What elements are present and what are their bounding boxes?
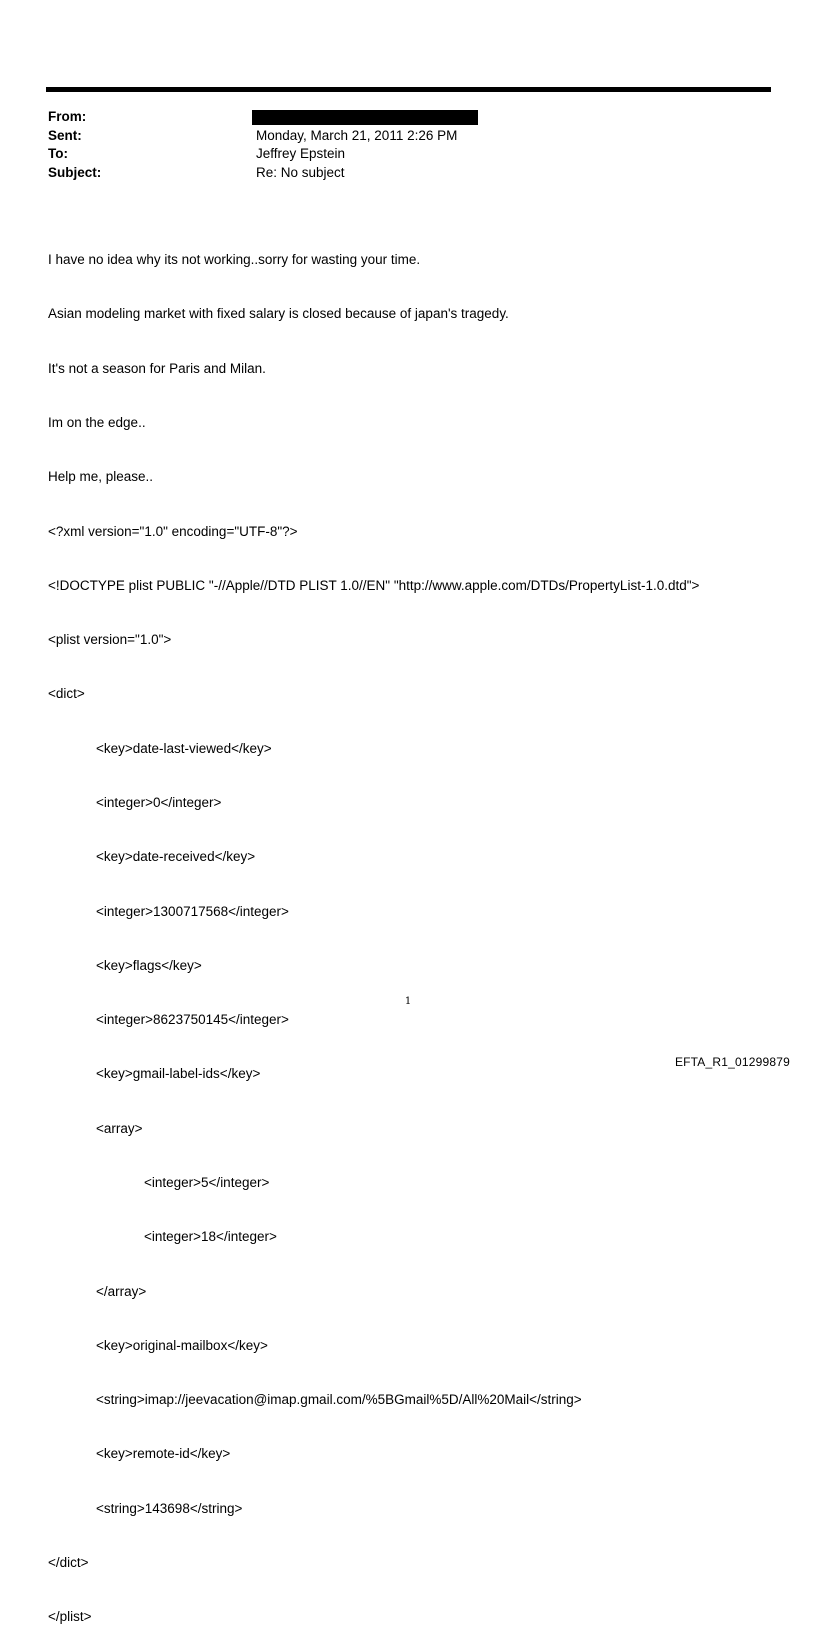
from-label: From: (48, 109, 87, 124)
redaction-bar (252, 110, 478, 125)
xml-plist-open: <plist version="1.0"> (48, 632, 172, 648)
message-line: I have no idea why its not working..sorry for wasting your time. (48, 252, 421, 268)
xml-dict-open: <dict> (48, 686, 85, 702)
xml-doctype: <!DOCTYPE plist PUBLIC "-//Apple//DTD PLIST 1.0//EN" "http://www.apple.com/DTDs/PropertyList-1.0.dtd"> (48, 577, 700, 593)
xml-value: <integer>8623750145</integer> (96, 1012, 289, 1028)
message-line: Im on the edge.. (48, 415, 146, 431)
document-id: EFTA_R1_01299879 (674, 1055, 790, 1069)
email-body (48, 215, 788, 1644)
xml-key: <key>date-last-viewed</key> (96, 740, 272, 756)
subject-label: Subject: (48, 164, 102, 180)
sent-row (48, 127, 748, 146)
message-line: Asian modeling market with fixed salary is closed because of japan's tragedy. (48, 306, 509, 322)
sent-label: Sent: (48, 127, 82, 143)
xml-key: <key>gmail-label-ids</key> (96, 1066, 261, 1082)
xml-plist-close: </plist> (48, 1609, 92, 1625)
to-value: Jeffrey Epstein (256, 146, 346, 161)
xml-value: <integer>0</integer> (96, 795, 222, 810)
subject-value: Re: No subject (256, 164, 345, 180)
to-row (48, 145, 748, 164)
xml-dict-close: </dict> (48, 1554, 89, 1570)
xml-array-close: </array> (96, 1283, 147, 1299)
xml-key: <key>date-received</key> (96, 849, 256, 865)
from-row (48, 108, 748, 127)
xml-value: <string>imap://jeevacation@imap.gmail.com/%5BGmail%5D/All%20Mail</string> (96, 1392, 582, 1408)
xml-array-open: <array> (96, 1120, 143, 1136)
email-header (48, 108, 748, 182)
xml-key: <key>flags</key> (96, 957, 202, 973)
to-label: To: (48, 146, 68, 161)
xml-value: <string>143698</string> (96, 1500, 243, 1516)
page-number: 1 (404, 996, 412, 1007)
message-line: It's not a season for Paris and Milan. (48, 360, 266, 376)
xml-key: <key>remote-id</key> (96, 1446, 231, 1462)
xml-declaration: <?xml version="1.0" encoding="UTF-8"?> (48, 523, 298, 539)
sent-value: Monday, March 21, 2011 2:26 PM (256, 127, 458, 143)
xml-array-item: <integer>5</integer> (144, 1174, 270, 1190)
subject-row (48, 164, 748, 183)
xml-value: <integer>1300717568</integer> (96, 903, 289, 919)
xml-array-item: <integer>18</integer> (144, 1229, 277, 1245)
header-rule (46, 87, 771, 92)
message-line: Help me, please.. (48, 469, 154, 485)
xml-key: <key>original-mailbox</key> (96, 1337, 268, 1353)
